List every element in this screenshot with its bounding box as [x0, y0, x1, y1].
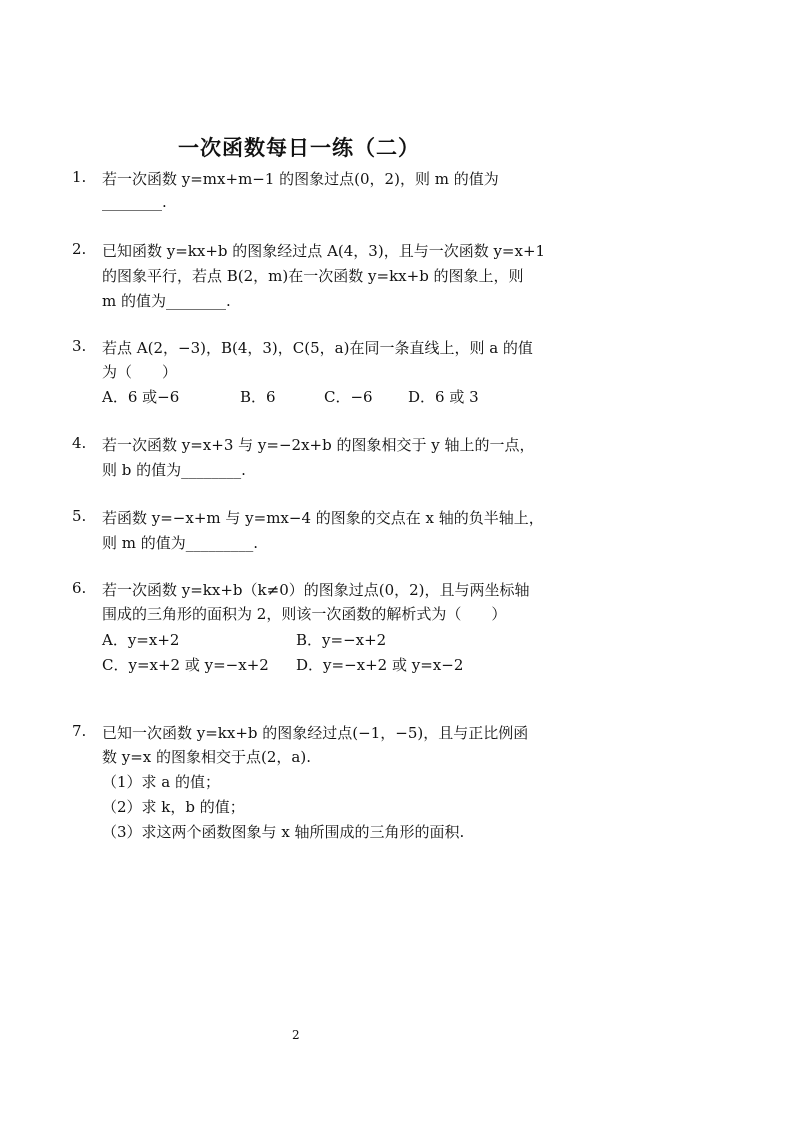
question-text: 若一次函数 y=mx+m−1 的图象过点(0，2)，则 m 的值为 — [102, 170, 499, 188]
option-c: C．y=x+2 或 y=−x+2 — [102, 656, 269, 674]
question-text: 已知函数 y=kx+b 的图象经过点 A(4，3)，且与一次函数 y=x+1 — [102, 242, 546, 260]
answer-blank: ________. — [102, 193, 167, 211]
question-text: 则 m 的值为_________. — [102, 534, 259, 552]
question-text: 若一次函数 y=kx+b（k≠0）的图象过点(0，2)，且与两坐标轴 — [102, 581, 530, 599]
question-number: 4. — [72, 434, 87, 452]
question-text: 若函数 y=−x+m 与 y=mx−4 的图象的交点在 x 轴的负半轴上， — [102, 509, 544, 527]
question-text: m 的值为________. — [102, 292, 231, 310]
question-text: 围成的三角形的面积为 2，则该一次函数的解析式为（ ） — [102, 605, 507, 623]
question-number: 2. — [72, 240, 87, 258]
question-text: 数 y=x 的图象相交于点(2，a). — [102, 748, 311, 766]
page-number: 2 — [292, 1028, 300, 1042]
question-number: 3. — [72, 337, 87, 355]
option-c: C．−6 — [324, 388, 373, 406]
question-text: 若点 A(2，−3)，B(4，3)，C(5，a)在同一条直线上，则 a 的值 — [102, 339, 533, 357]
question-text: 则 b 的值为________. — [102, 461, 246, 479]
page-title: 一次函数每日一练（二） — [178, 135, 420, 160]
option-a: A．6 或−6 — [102, 388, 180, 406]
sub-question-3: （3）求这两个函数图象与 x 轴所围成的三角形的面积. — [102, 823, 465, 841]
question-text: 若一次函数 y=x+3 与 y=−2x+b 的图象相交于 y 轴上的一点， — [102, 436, 535, 454]
option-d: D．y=−x+2 或 y=x−2 — [296, 656, 464, 674]
question-number: 1. — [72, 168, 87, 186]
option-b: B．6 — [240, 388, 276, 406]
sub-question-1: （1）求 a 的值； — [102, 773, 221, 791]
question-number: 7. — [72, 722, 87, 740]
option-a: A．y=x+2 — [102, 631, 180, 649]
option-d: D．6 或 3 — [408, 388, 479, 406]
question-text: 为（ ） — [102, 363, 178, 381]
question-text: 的图象平行，若点 B(2，m)在一次函数 y=kx+b 的图象上，则 — [102, 267, 524, 285]
sub-question-2: （2）求 k，b 的值； — [102, 798, 245, 816]
question-number: 6. — [72, 579, 87, 597]
option-b: B．y=−x+2 — [296, 631, 387, 649]
question-number: 5. — [72, 507, 87, 525]
question-text: 已知一次函数 y=kx+b 的图象经过点(−1，−5)，且与正比例函 — [102, 724, 529, 742]
